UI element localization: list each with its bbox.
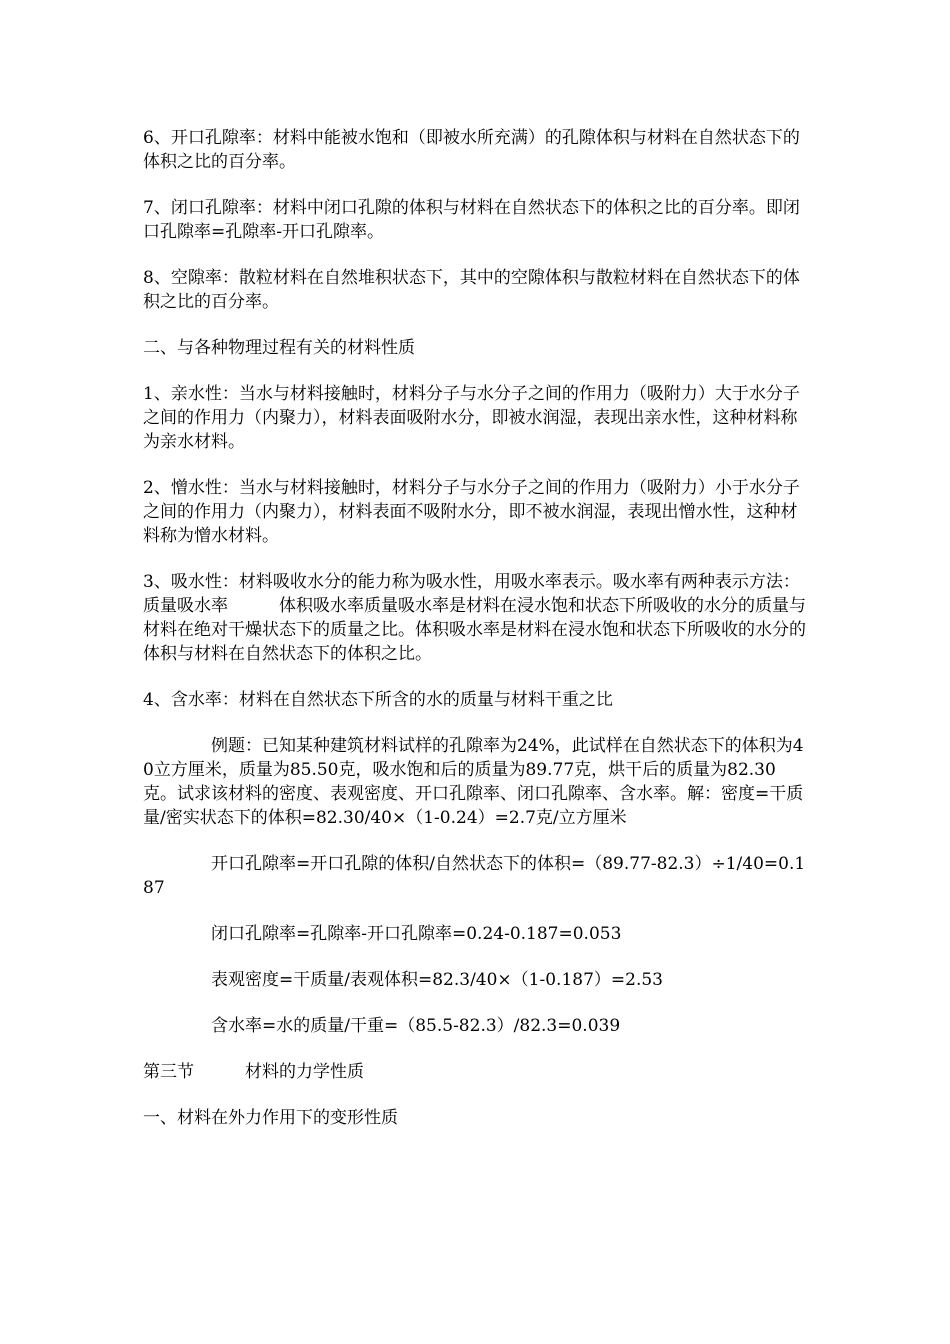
- paragraph-closed-porosity: 7、闭口孔隙率：材料中闭口孔隙的体积与材料在自然状态下的体积之比的百分率。即闭口孔隙率=孔隙率-开口孔隙率。: [143, 198, 800, 242]
- paragraph-moisture-content: 4、含水率：材料在自然状态下所含的水的质量与材料干重之比: [143, 690, 613, 710]
- document-page: [143, 126, 807, 1152]
- paragraph-hydrophobicity: 2、憎水性：当水与材料接触时，材料分子与水分子之间的作用力（吸附力）小于水分子之间的作用力（内聚力），材料表面不吸附水分，即不被水润湿，表现出憎水性，这种材料称为憎水材料。: [143, 478, 800, 546]
- paragraph-hydrophilicity: 1、亲水性：当水与材料接触时，材料分子与水分子之间的作用力（吸附力）大于水分子之间的作用力（内聚力），材料表面吸附水分，即被水润湿，表现出亲水性，这种材料称为亲水材料。: [143, 384, 800, 452]
- paragraph-apparent-density-calc: 表观密度=干质量/表观体积=82.3/40×（1-0.187）=2.53: [211, 970, 663, 990]
- paragraph-open-porosity-calc: 开口孔隙率=开口孔隙的体积/自然状态下的体积=（89.77-82.3）÷1/40=0.187: [143, 854, 806, 898]
- paragraph-open-porosity: 6、开口孔隙率：材料中能被水饱和（即被水所充满）的孔隙体积与材料在自然状态下的体积之比的百分率。: [143, 128, 800, 172]
- section-heading-physical-properties: 二、与各种物理过程有关的材料性质: [143, 338, 415, 358]
- paragraph-moisture-calc: 含水率=水的质量/干重=（85.5-82.3）/82.3=0.039: [211, 1016, 621, 1036]
- section-heading-mechanical-properties: 第三节 材料的力学性质: [143, 1062, 364, 1082]
- paragraph-closed-porosity-calc: 闭口孔隙率=孔隙率-开口孔隙率=0.24-0.187=0.053: [211, 924, 622, 944]
- subsection-heading-deformation: 一、材料在外力作用下的变形性质: [143, 1108, 398, 1128]
- paragraph-water-absorption: 3、吸水性：材料吸收水分的能力称为吸水性，用吸水率表示。吸水率有两种表示方法：质量吸水率 体积吸水率质量吸水率是材料在浸水饱和状态下所吸收的水分的质量与材料在绝对干燥状态下的质量之比。体积吸水率是材料在浸水饱和状态下所吸收的水分的体积与材料在自然状态下的体积之比。: [143, 572, 806, 664]
- paragraph-example-problem: 例题：已知某种建筑材料试样的孔隙率为24%，此试样在自然状态下的体积为40立方厘米，质量为85.50克，吸水饱和后的质量为89.77克，烘干后的质量为82.30克。试求该材料的密度、表观密度、开口孔隙率、闭口孔隙率、含水率。解：密度=干质量/密实状态下的体积=82.30/40×（1-0.24）=2.7克/立方厘米: [143, 736, 804, 828]
- paragraph-void-ratio: 8、空隙率：散粒材料在自然堆积状态下，其中的空隙体积与散粒材料在自然状态下的体积之比的百分率。: [143, 268, 800, 312]
